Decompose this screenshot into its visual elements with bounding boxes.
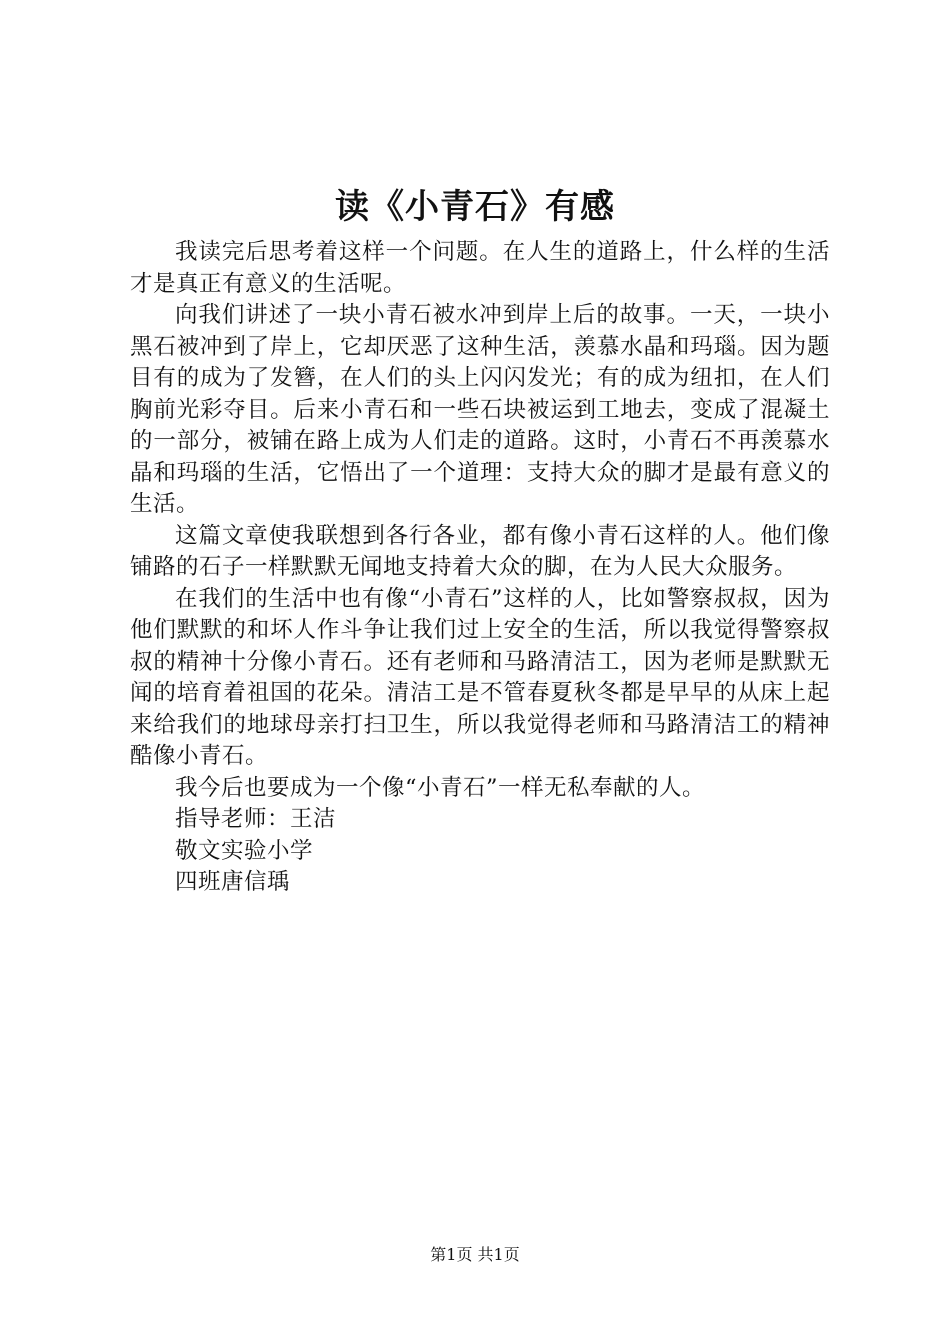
paragraph-4: 在我们的生活中也有像“小青石”这样的人，比如警察叔叔，因为他们默默的和坏人作斗争让我们过上安全的生活，所以我觉得警察叔叔的精神十分像小青石。还有老师和马路清洁工，因为老师是默默无闻的培育着祖国的花朵。清洁工是不管春夏秋冬都是早早的从床上起来给我们的地球母亲打扫卫生，所以我觉得老师和马路清洁工的精神酷像小青石。 bbox=[130, 585, 830, 769]
signature-teacher: 指导老师：王洁 bbox=[175, 806, 337, 832]
paragraph-3: 这篇文章使我联想到各行各业，都有像小青石这样的人。他们像铺路的石子一样默默无闻地支持着大众的脚，在为人民大众服务。 bbox=[130, 522, 830, 580]
paragraph-5: 我今后也要成为一个像“小青石”一样无私奉献的人。 bbox=[175, 774, 706, 801]
document-title: 读《小青石》有感 bbox=[335, 187, 615, 227]
page-footer: 第1页 共1页 bbox=[430, 1245, 520, 1264]
signature-student: 四班唐信瑀 bbox=[175, 869, 291, 895]
paragraph-1: 我读完后思考着这样一个问题。在人生的道路上，什么样的生活才是真正有意义的生活呢。 bbox=[130, 239, 830, 297]
signature-school: 敬文实验小学 bbox=[175, 837, 314, 864]
document-body bbox=[130, 237, 830, 899]
paragraph-2: 向我们讲述了一块小青石被水冲到岸上后的故事。一天，一块小黑石被冲到了岸上，它却厌恶了这种生活，羡慕水晶和玛瑙。因为题目有的成为了发簪，在人们的头上闪闪发光；有的成为纽扣，在人们胸前光彩夺目。后来小青石和一些石块被运到工地去，变成了混凝土的一部分，被铺在路上成为人们走的道路。这时，小青石不再羡慕水晶和玛瑙的生活，它悟出了一个道理：支持大众的脚才是最有意义的生活。 bbox=[130, 302, 830, 517]
